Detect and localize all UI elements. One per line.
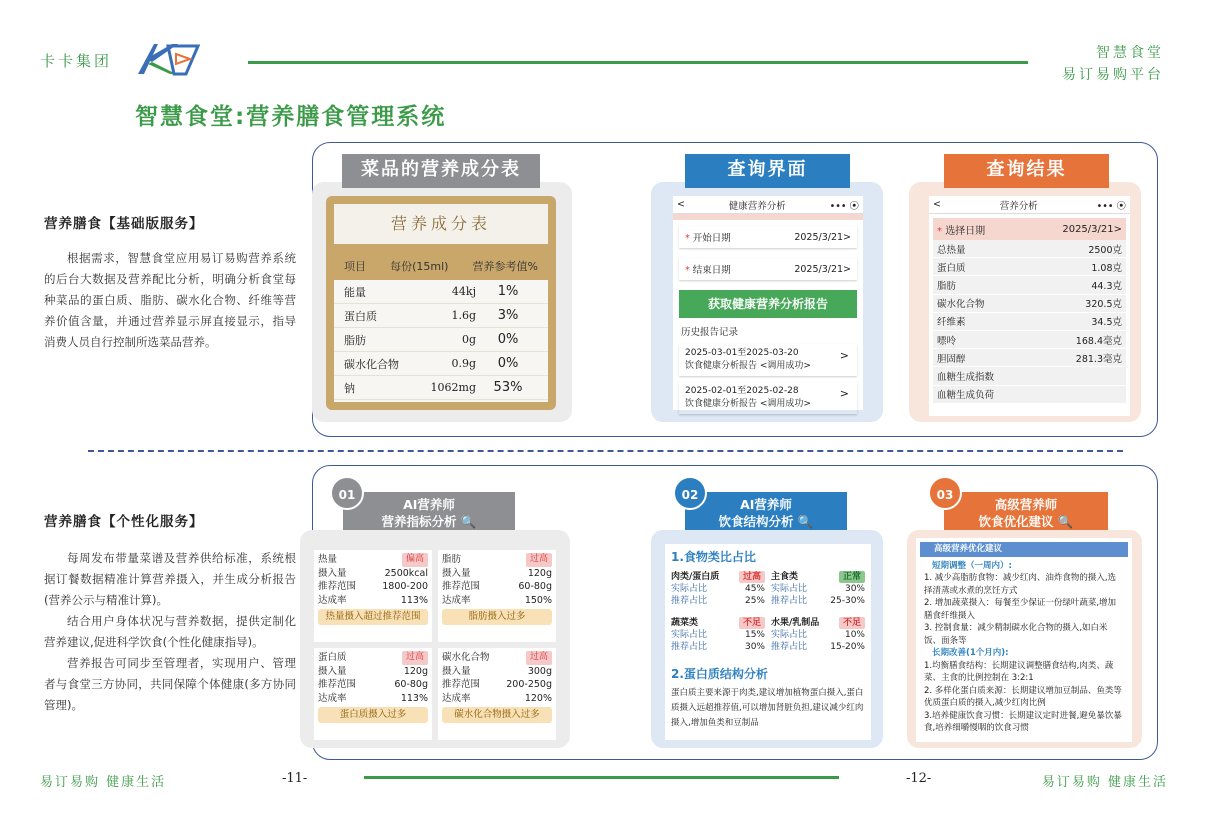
start-date-value: 2025/3/21> xyxy=(794,231,851,243)
advice-line: 2. 多样化蛋白质来源：长期建议增加豆制品、鱼类等优质蛋白质的摄入,减少红肉比例 xyxy=(924,685,1122,708)
structure-line xyxy=(671,629,765,641)
result-row xyxy=(933,295,1126,313)
ai2-title xyxy=(685,492,847,530)
panel2-title: 查询界面 xyxy=(685,154,850,188)
ai1-title-2-text: 营养指标分析 xyxy=(381,514,457,529)
nutrition-item: 脂肪 xyxy=(344,333,366,347)
chevron-right-icon: > xyxy=(839,387,849,400)
col-ref: 营养参考值% xyxy=(472,260,538,273)
advice-line: 1.均衡膳食结构：长期建议调整膳食结构,肉类、蔬菜、主食的比例控制在 3:2:1 xyxy=(924,660,1114,683)
start-date-label-wrap xyxy=(685,230,731,244)
end-date-field[interactable] xyxy=(679,258,857,280)
result-topbar xyxy=(929,196,1130,214)
result-row xyxy=(933,258,1126,276)
indicator-card xyxy=(314,648,432,740)
status-badge: 不足 xyxy=(839,617,865,629)
structure-value: 30% xyxy=(844,584,865,594)
nutrition-row xyxy=(334,376,548,400)
nutrition-header-row xyxy=(334,252,548,280)
status-badge: 过高 xyxy=(739,571,765,583)
result-label: 碳水化合物 xyxy=(937,299,985,311)
status-badge: 过高 xyxy=(402,651,428,665)
dots-icon[interactable]: ••• xyxy=(829,200,847,212)
ai3-title-2 xyxy=(944,513,1108,530)
step-01-badge: 01 xyxy=(330,476,364,510)
advice-card xyxy=(916,538,1132,742)
query-accent xyxy=(673,214,863,220)
structure-head xyxy=(771,571,865,583)
structure-label: 推荐占比 xyxy=(671,596,708,606)
structure-head xyxy=(771,617,865,629)
structure-h2: 2.蛋白质结构分析 xyxy=(671,667,768,681)
structure-line xyxy=(771,583,865,595)
indicator-line xyxy=(442,594,552,608)
indicator-name: 热量 xyxy=(318,554,338,565)
structure-grid xyxy=(671,571,865,653)
footer-right: 易订易购 健康生活 xyxy=(1041,775,1168,790)
result-value: 320.5克 xyxy=(1085,299,1122,311)
record-range: 2025-03-01至2025-03-20 xyxy=(685,348,799,358)
header-right-line2: 易订易购平台 xyxy=(1062,67,1164,83)
chevron-right-icon: > xyxy=(839,349,849,362)
indicator-note: 碳水化合物摄入过多 xyxy=(442,707,552,723)
select-date-label-wrap xyxy=(937,222,985,237)
indicator-line xyxy=(318,665,428,679)
indicator-head xyxy=(318,553,428,567)
structure-name: 主食类 xyxy=(771,572,799,582)
indicator-value: 200-250g xyxy=(506,679,552,690)
structure-label: 实际占比 xyxy=(771,630,808,640)
personal-paragraphs xyxy=(44,548,296,716)
select-date-field[interactable] xyxy=(933,218,1126,240)
structure-label: 推荐占比 xyxy=(671,642,708,652)
personal-p3: 营养报告可同步至管理者，实现用户、管理者与食堂三方协同，共同保障个体健康(多方协同管理)。 xyxy=(44,656,296,712)
indicator-label: 达成率 xyxy=(318,594,347,606)
required-icon: * xyxy=(937,225,942,237)
result-label: 血糖生成负荷 xyxy=(937,390,995,402)
start-date-field[interactable] xyxy=(679,226,857,248)
ai1-tab xyxy=(343,492,515,530)
advice-line: 3.培养健康饮食习惯：长期建议定时进餐,避免暴饮暴食,培养细嚼慢咽的饮食习惯 xyxy=(924,710,1122,733)
indicator-value: 113% xyxy=(400,692,428,704)
indicator-name: 脂肪 xyxy=(442,554,462,565)
end-date-label-wrap xyxy=(685,262,731,276)
structure-label: 推荐占比 xyxy=(771,642,808,652)
ai3-tab xyxy=(944,492,1108,530)
structure-label: 实际占比 xyxy=(671,630,708,640)
structure-value: 10% xyxy=(844,630,865,640)
indicator-value: 113% xyxy=(400,594,428,606)
page-title: 智慧食堂:营养膳食管理系统 xyxy=(135,104,447,130)
nutrition-ref: 53% xyxy=(493,380,523,395)
indicator-line xyxy=(442,665,552,679)
ai3-title-2-text: 饮食优化建议 xyxy=(978,514,1054,529)
advice-line: 1. 减少高脂肪食物：减少红肉、油炸食物的摄入,选择清蒸或水煮的烹饪方式 xyxy=(924,573,1117,596)
result-row xyxy=(933,367,1126,385)
structure-line xyxy=(671,641,765,653)
indicator-label: 推荐范围 xyxy=(442,679,481,690)
structure-item xyxy=(771,617,865,653)
ai3-title xyxy=(944,492,1108,530)
nutrition-serving: 0.9g xyxy=(451,357,476,370)
structure-line xyxy=(771,595,865,607)
indicator-value: 150% xyxy=(524,594,552,606)
brand-name: 卡卡集团 xyxy=(40,52,113,70)
status-badge: 过高 xyxy=(526,651,552,665)
nutrition-serving: 44kj xyxy=(451,285,476,298)
long-term-title: 长期改善(1个月内): xyxy=(932,648,1009,658)
indicator-line xyxy=(442,692,552,706)
nutrition-ref: 3% xyxy=(497,308,519,323)
indicator-value: 120g xyxy=(403,665,428,677)
structure-label: 推荐占比 xyxy=(771,596,808,606)
query-topbar xyxy=(673,196,863,214)
indicator-value: 120% xyxy=(524,692,552,704)
page-number-left: -11- xyxy=(282,771,308,786)
ai1-title-2 xyxy=(343,513,515,530)
history-record[interactable] xyxy=(679,382,857,414)
nutrition-row xyxy=(334,352,548,376)
result-row xyxy=(933,240,1126,258)
indicator-value: 2500kcal xyxy=(384,567,428,579)
indicator-card xyxy=(314,550,432,642)
ai1-title-1: AI营养师 xyxy=(403,497,455,512)
status-badge: 偏高 xyxy=(402,553,428,567)
header-right-line1: 智慧食堂 xyxy=(1096,45,1164,61)
indicator-label: 达成率 xyxy=(442,692,471,704)
basic-heading: 营养膳食【基础版服务】 xyxy=(44,216,204,232)
end-date-value: 2025/3/21> xyxy=(794,263,851,275)
structure-value: 25% xyxy=(744,596,765,606)
indicator-line xyxy=(318,692,428,706)
structure-value: 45% xyxy=(744,584,765,594)
record-desc: 饮食健康分析报告 <调用成功> xyxy=(685,361,811,371)
structure-head xyxy=(671,571,765,583)
step-02-badge: 02 xyxy=(673,476,707,510)
nutrition-ref: 1% xyxy=(497,284,519,299)
result-rows xyxy=(933,240,1126,404)
company-logo xyxy=(128,42,200,76)
indicator-note: 热量摄入超过推荐范围 xyxy=(318,609,428,625)
result-screen xyxy=(929,196,1130,416)
result-header: 营养分析 xyxy=(999,200,1038,212)
back-icon[interactable]: < xyxy=(933,199,941,210)
indicator-line xyxy=(318,678,428,692)
structure-value: 15-20% xyxy=(830,642,865,652)
required-icon: * xyxy=(685,265,690,276)
indicator-head xyxy=(442,553,552,567)
header-rule xyxy=(248,61,1028,64)
indicator-label: 摄入量 xyxy=(442,567,471,579)
basic-text: 根据需求，智慧食堂应用易订易购营养系统的后台大数据及营养配比分析，明确分析食堂每种菜品的蛋白质、脂肪、碳水化合物、纤维等营养价值含量，并通过营养显示屏直接显示，指导消费人员自行控制所选菜品营养。 xyxy=(44,251,296,349)
nutrition-row xyxy=(334,328,548,352)
result-label: 胆固醇 xyxy=(937,353,966,365)
start-date-label: 开始日期 xyxy=(692,233,731,244)
indicator-head xyxy=(318,651,428,665)
indicator-value: 1800-200 xyxy=(382,581,428,592)
result-row xyxy=(933,331,1126,349)
long-term-list xyxy=(924,660,1124,735)
indicator-value: 120g xyxy=(527,567,552,579)
page-number-right: -12- xyxy=(906,771,932,786)
result-value: 34.5克 xyxy=(1091,317,1122,329)
nutrition-item: 碳水化合物 xyxy=(344,357,399,371)
indicator-value: 60-80g xyxy=(394,679,428,690)
ai1-title xyxy=(343,492,515,530)
result-label: 脂肪 xyxy=(937,280,957,292)
indicator-name: 蛋白质 xyxy=(318,652,347,663)
structure-text: 蛋白质主要来源于肉类,建议增加植物蛋白摄入,蛋白质摄入远超推荐值,可以增加肾脏负担,建议减少红肉摄入,增加鱼类和豆制品 xyxy=(671,688,864,728)
structure-h1: 1.食物类比占比 xyxy=(671,550,756,564)
result-label: 嘌呤 xyxy=(937,335,957,347)
structure-name: 水果/乳制品 xyxy=(771,618,820,628)
structure-name: 蔬菜类 xyxy=(671,618,699,628)
query-screen xyxy=(673,196,863,410)
select-date-label: 选择日期 xyxy=(945,225,986,237)
nutrition-row xyxy=(334,280,548,304)
structure-label: 实际占比 xyxy=(671,584,708,594)
end-date-label: 结束日期 xyxy=(692,265,731,276)
indicator-label: 达成率 xyxy=(318,692,347,704)
history-records xyxy=(673,344,863,414)
result-label: 蛋白质 xyxy=(937,262,966,274)
record-range: 2025-02-01至2025-02-28 xyxy=(685,386,799,396)
indicator-line xyxy=(318,594,428,608)
basic-paragraph xyxy=(44,248,296,353)
indicator-grid xyxy=(314,550,556,740)
nutrition-card-title: 营养成分表 xyxy=(334,204,548,244)
record-desc: 饮食健康分析报告 <调用成功> xyxy=(685,399,811,409)
structure-item xyxy=(771,571,865,607)
result-row xyxy=(933,313,1126,331)
nutrition-ref: 0% xyxy=(497,356,519,371)
ai2-title-1: AI营养师 xyxy=(740,497,792,512)
indicator-line xyxy=(318,567,428,581)
panel1-title: 菜品的营养成分表 xyxy=(342,154,540,188)
personal-p2: 结合用户身体状况与营养数据，提供定制化营养建议,促进科学饮食(个性化健康指导)。 xyxy=(44,614,296,649)
status-badge: 正常 xyxy=(839,571,865,583)
nutrition-serving: 1062mg xyxy=(430,381,476,394)
section-divider xyxy=(88,450,1123,452)
result-label: 血糖生成指数 xyxy=(937,371,995,383)
indicator-value: 60-80g xyxy=(518,581,552,592)
nutrition-rows xyxy=(334,280,548,402)
nutrition-serving: 0g xyxy=(461,333,476,346)
short-term-title: 短期调整（一周内）: xyxy=(932,560,1012,571)
result-row xyxy=(933,386,1126,404)
target-icon[interactable]: ⦿ xyxy=(849,200,859,212)
indicator-label: 摄入量 xyxy=(442,665,471,677)
get-report-button[interactable]: 获取健康营养分析报告 xyxy=(679,290,857,318)
panel3-title: 查询结果 xyxy=(944,154,1109,188)
result-value: 1.08克 xyxy=(1091,262,1122,274)
back-icon[interactable]: < xyxy=(677,199,685,210)
structure-value: 15% xyxy=(744,630,765,640)
result-value: 44.3克 xyxy=(1091,280,1122,292)
nutrition-item: 能量 xyxy=(344,285,366,299)
status-badge: 过高 xyxy=(526,553,552,567)
more-icon[interactable] xyxy=(830,198,859,212)
footer-left: 易订易购 健康生活 xyxy=(40,775,167,790)
ai3-title-1: 高级营养师 xyxy=(994,497,1058,512)
ai2-title-2-text: 饮食结构分析 xyxy=(718,514,794,529)
indicator-line xyxy=(442,580,552,594)
personal-p1: 每周发布带量菜谱及营养供给标准，系统根据订餐数据精准计算营养摄入，并生成分析报告(营养公示与精准计算)。 xyxy=(44,551,296,607)
nutrition-serving: 1.6g xyxy=(451,309,476,322)
indicator-label: 推荐范围 xyxy=(318,679,357,690)
structure-value: 25-30% xyxy=(830,596,865,606)
result-label: 纤维素 xyxy=(937,317,966,329)
indicator-value: 300g xyxy=(527,665,552,677)
ai2-title-2 xyxy=(685,513,847,530)
status-badge: 不足 xyxy=(739,617,765,629)
indicator-label: 达成率 xyxy=(442,594,471,606)
history-record[interactable] xyxy=(679,344,857,376)
structure-line xyxy=(671,583,765,595)
advice-line: 3. 控制食量：减少精制碳水化合物的摄入,如白米饭、面条等 xyxy=(924,623,1108,646)
nutrition-item: 钠 xyxy=(344,381,355,395)
structure-item xyxy=(671,571,765,607)
dots-icon[interactable]: ••• xyxy=(1096,200,1114,212)
col-serving: 每份(15ml) xyxy=(390,260,449,273)
structure-head xyxy=(671,617,765,629)
nutrition-row xyxy=(334,304,548,328)
structure-line xyxy=(671,595,765,607)
result-label: 总热量 xyxy=(937,244,966,256)
indicator-note: 蛋白质摄入过多 xyxy=(318,707,428,723)
col-item: 项目 xyxy=(344,260,366,273)
result-value: 281.3毫克 xyxy=(1075,353,1122,365)
advice-bar: 高级营养优化建议 xyxy=(920,542,1128,557)
indicator-card xyxy=(438,648,556,740)
structure-name: 肉类/蛋白质 xyxy=(671,572,720,582)
indicator-label: 推荐范围 xyxy=(442,581,481,592)
search-icon: 🔍 xyxy=(1057,514,1074,529)
history-title: 历史报告记录 xyxy=(681,327,739,338)
query-header: 健康营养分析 xyxy=(728,200,786,212)
indicator-head xyxy=(442,651,552,665)
structure-line xyxy=(771,629,865,641)
result-row xyxy=(933,276,1126,294)
indicator-line xyxy=(318,580,428,594)
indicator-line xyxy=(442,678,552,692)
footer-rule xyxy=(364,776,839,779)
nutrition-card-frame xyxy=(326,196,556,410)
search-icon: 🔍 xyxy=(797,514,814,529)
target-icon[interactable]: ⦿ xyxy=(1116,200,1126,212)
personal-heading: 营养膳食【个性化服务】 xyxy=(44,514,204,530)
result-row xyxy=(933,349,1126,367)
indicator-label: 摄入量 xyxy=(318,665,347,677)
indicator-line xyxy=(442,567,552,581)
nutrition-ref: 0% xyxy=(497,332,519,347)
indicator-label: 推荐范围 xyxy=(318,581,357,592)
required-icon: * xyxy=(685,233,690,244)
select-date-value: 2025/3/21> xyxy=(1062,223,1122,235)
indicator-name: 碳水化合物 xyxy=(442,652,490,663)
step-03-badge: 03 xyxy=(928,476,962,510)
nutrition-item: 蛋白质 xyxy=(344,309,377,323)
structure-card xyxy=(665,544,871,740)
indicator-note: 脂肪摄入过多 xyxy=(442,609,552,625)
short-term-list xyxy=(924,572,1124,647)
advice-line: 2. 增加蔬菜摄入：每餐至少保证一份绿叶蔬菜,增加膳食纤维摄入 xyxy=(924,598,1117,621)
more-icon[interactable] xyxy=(1097,198,1126,212)
ai2-tab xyxy=(685,492,847,530)
result-value: 2500克 xyxy=(1088,244,1122,256)
structure-label: 实际占比 xyxy=(771,584,808,594)
indicator-label: 摄入量 xyxy=(318,567,347,579)
structure-value: 30% xyxy=(744,642,765,652)
indicator-card xyxy=(438,550,556,642)
result-value: 168.4毫克 xyxy=(1075,335,1122,347)
structure-item xyxy=(671,617,765,653)
structure-line xyxy=(771,641,865,653)
search-icon: 🔍 xyxy=(460,514,477,529)
header-right xyxy=(1062,42,1164,86)
